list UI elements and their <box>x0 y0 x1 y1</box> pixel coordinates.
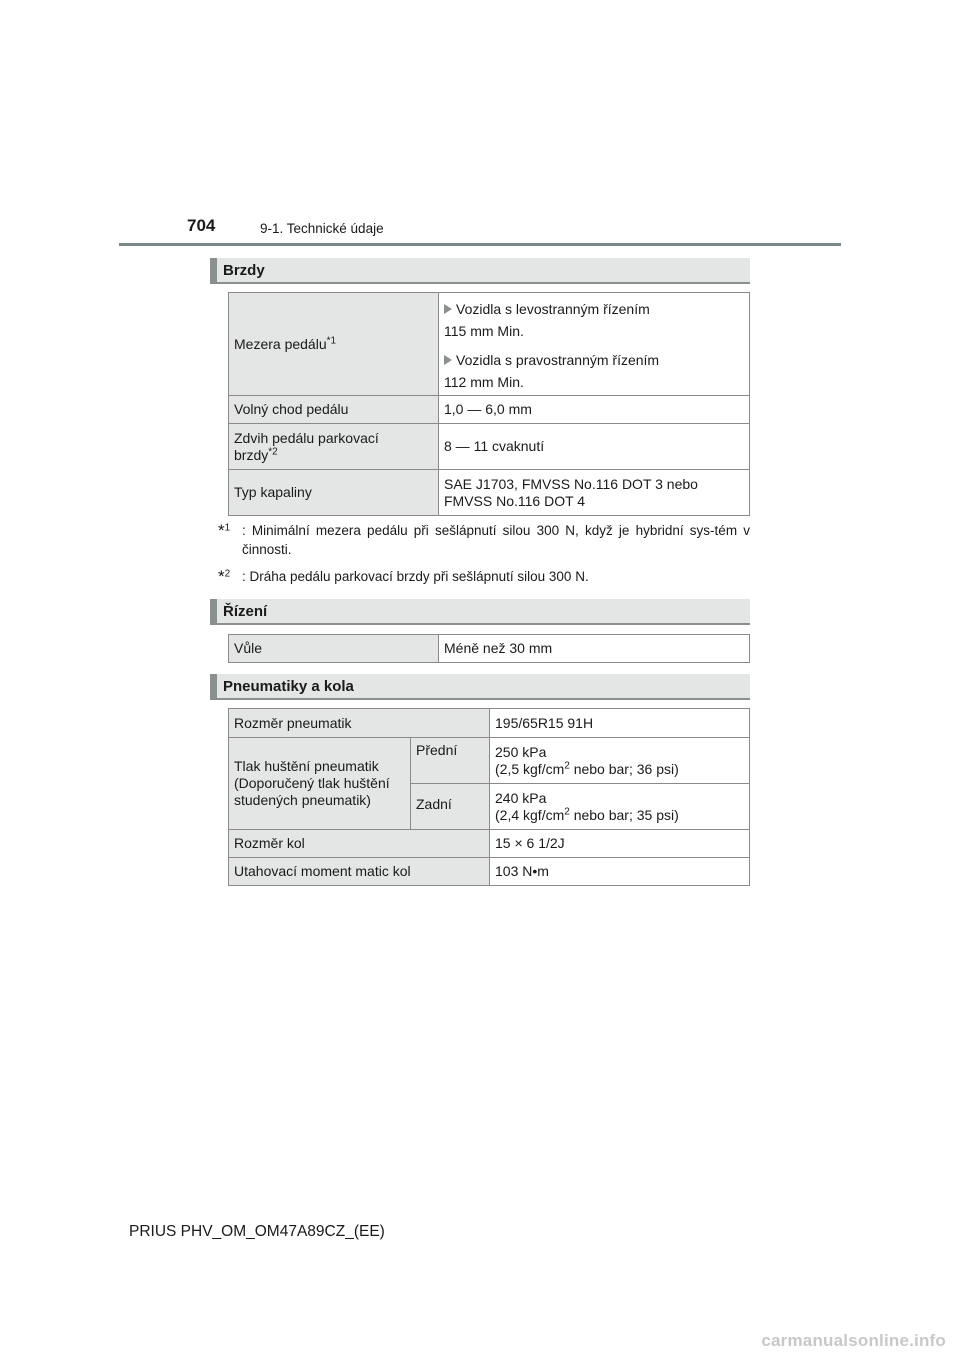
row-value: SAE J1703, FMVSS No.116 DOT 3 nebo FMVSS No.116 DOT 4 <box>439 470 750 516</box>
footnote-2: *$^2$ : Dráha pedálu parkovací brzdy při sešlápnutí silou 300 N. <box>218 567 589 586</box>
row-value: 195/65R15 91H <box>490 709 750 738</box>
row-label: Mezera pedálu$^{*1}$ <box>229 293 439 396</box>
row-value: 1,0 — 6,0 mm <box>439 396 750 424</box>
row-value: Vozidla s levostranným řízením 115 mm Min. Vozidla s pravostranným řízením 112 mm Min. <box>439 293 750 396</box>
table-row <box>229 858 750 886</box>
heading-bar <box>210 674 217 698</box>
triangle-bullet-icon <box>444 304 452 314</box>
footnote-1: *$^1$ : Minimální mezera pedálu při sešlápnutí silou 300 N, když je hybridní sys-tém v činnosti. <box>218 521 750 557</box>
row-value: 8 — 11 cvaknutí <box>439 424 750 470</box>
table-row <box>229 470 750 516</box>
section-heading-pneumatiky <box>210 674 750 700</box>
row-label: Rozměr pneumatik <box>229 709 490 738</box>
table-row <box>229 709 750 738</box>
header-rule <box>119 243 841 246</box>
rizeni-table <box>228 634 750 663</box>
row-label: Utahovací moment matic kol <box>229 858 490 886</box>
row-label: Vůle <box>229 635 439 663</box>
row-sublabel: Zadní <box>411 784 490 830</box>
row-value: Méně než 30 mm <box>439 635 750 663</box>
table-row <box>229 830 750 858</box>
table-row <box>229 293 750 396</box>
row-value: 250 kPa (2,5 kgf/$cm^2$ nebo bar; 36 psi) <box>490 738 750 784</box>
row-label: Rozměr kol <box>229 830 490 858</box>
row-sublabel: Přední <box>411 738 490 784</box>
row-value: 15 × 6 1/2J <box>490 830 750 858</box>
watermark: carmanualsonline.info <box>761 1331 946 1350</box>
row-label: Tlak huštění pneumatik (Doporučený tlak huštění studených pneumatik) <box>229 738 411 830</box>
row-label: Typ kapaliny <box>229 470 439 516</box>
heading-text: Řízení <box>223 603 268 620</box>
section-heading-brzdy <box>210 258 750 284</box>
footer-doc-id: PRIUS PHV_OM_OM47A89CZ_(EE) <box>129 1223 385 1240</box>
section-heading-rizeni <box>210 599 750 625</box>
row-label: Volný chod pedálu <box>229 396 439 424</box>
heading-bar <box>210 258 217 282</box>
table-row <box>229 424 750 470</box>
heading-text: Brzdy <box>223 262 265 279</box>
heading-bar <box>210 599 217 623</box>
row-label: Zdvih pedálu parkovací brzdy$^{*2}$ <box>229 424 439 470</box>
section-title: 9-1. Technické údaje <box>260 221 384 236</box>
table-row <box>229 738 750 784</box>
pneumatiky-table <box>228 708 750 886</box>
table-row <box>229 635 750 663</box>
heading-text: Pneumatiky a kola <box>223 678 354 695</box>
brzdy-table <box>228 292 750 516</box>
row-value: 240 kPa (2,4 kgf/$cm^2$ nebo bar; 35 psi) <box>490 784 750 830</box>
table-row <box>229 396 750 424</box>
triangle-bullet-icon <box>444 355 452 365</box>
page-number: 704 <box>187 216 216 235</box>
row-value: 103 N•m <box>490 858 750 886</box>
